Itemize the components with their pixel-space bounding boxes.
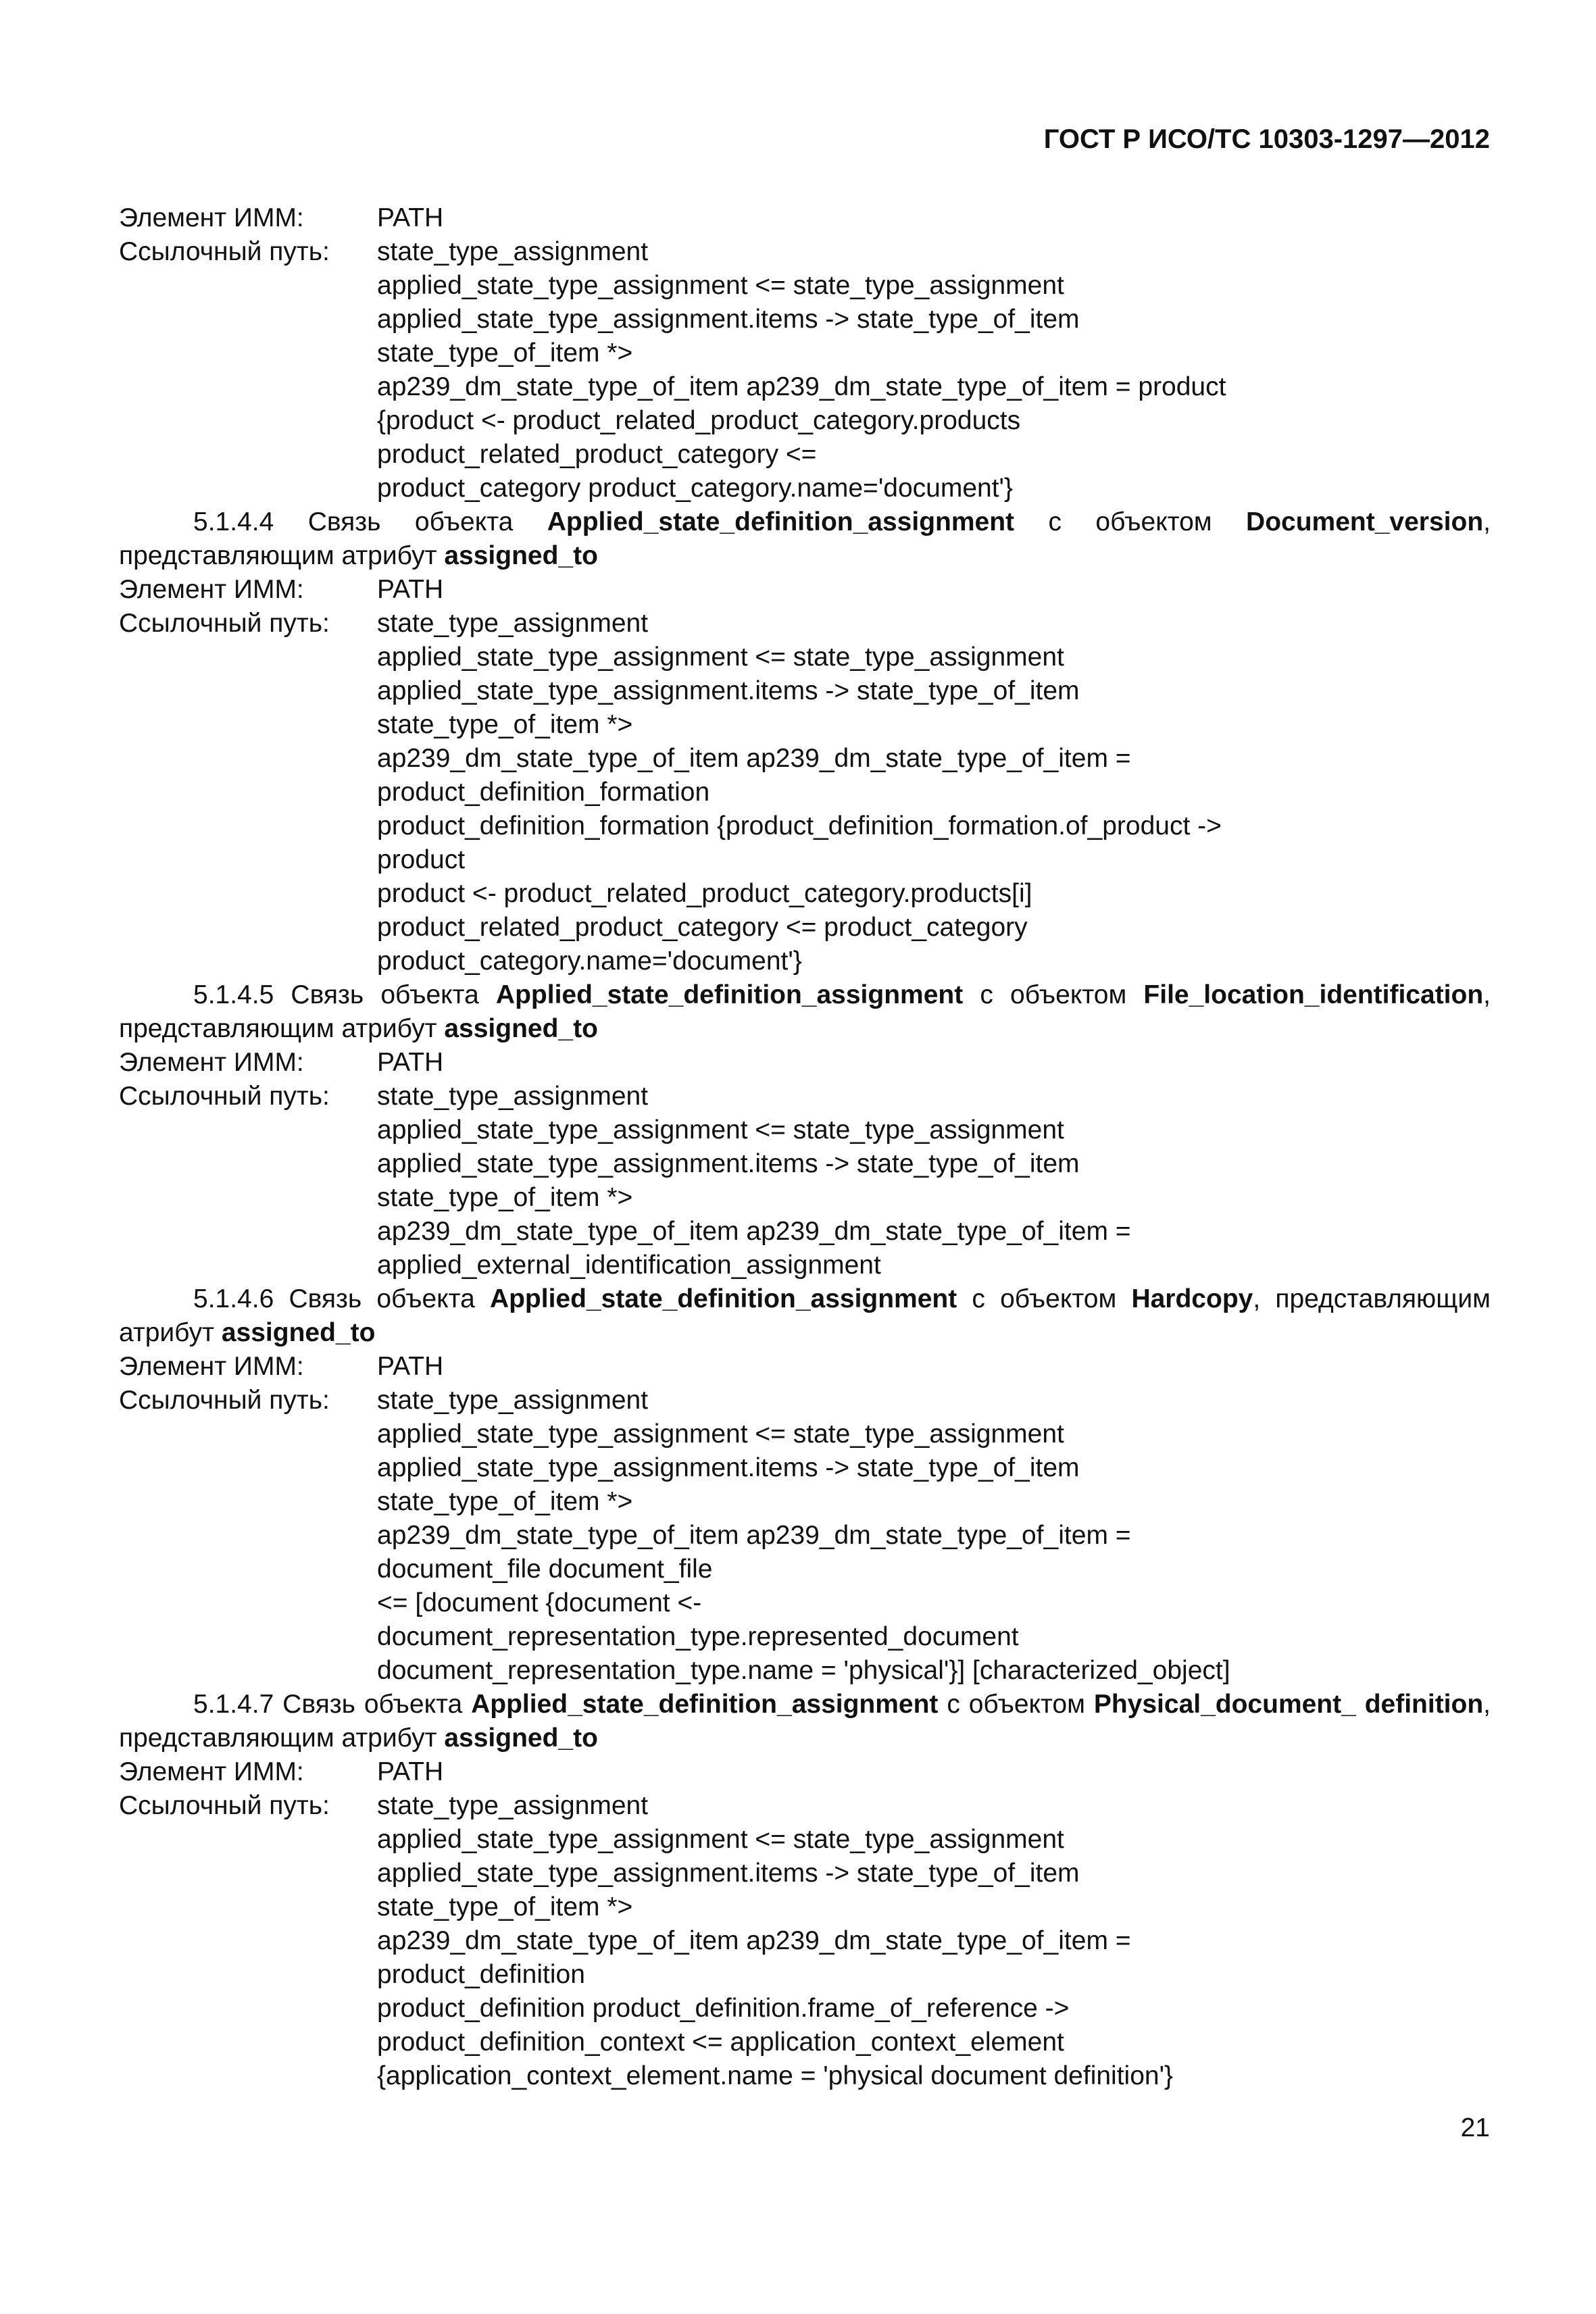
element-label: Элемент ИММ:: [119, 1352, 304, 1381]
path-line: applied_state_type_assignment.items -> state_type_of_item: [377, 676, 1080, 705]
entity-name: assigned_to: [444, 541, 598, 570]
entity-name: Applied_state_definition_assignment: [495, 980, 964, 1009]
path-line: state_type_assignment: [377, 609, 649, 638]
path-line: state_type_of_item *>: [377, 338, 633, 368]
entity-name: Applied_state_definition_assignment: [489, 1284, 957, 1313]
heading-text: с объектом: [938, 1690, 1094, 1719]
section-heading: [119, 1688, 1491, 1755]
entity-name: File_location_identification: [1143, 980, 1484, 1009]
path-line: state_type_of_item *>: [377, 1892, 633, 1921]
path-line: state_type_assignment: [377, 1791, 649, 1820]
path-line: state_type_of_item *>: [377, 710, 633, 739]
ref-path-row: [119, 1789, 1491, 1823]
entity-name: Applied_state_definition_assignment: [547, 507, 1015, 536]
entity-name: assigned_to: [221, 1318, 376, 1347]
element-value: PATH: [377, 1048, 444, 1077]
element-row: [119, 1046, 1491, 1080]
element-label: Элемент ИММ:: [119, 575, 304, 604]
path-line: product_category product_category.name='document'}: [377, 474, 1014, 503]
heading-text: Связь объекта: [274, 1690, 472, 1719]
path-line: applied_state_type_assignment <= state_type_assignment: [377, 1115, 1064, 1145]
ref-path-label: Ссылочный путь:: [119, 1386, 330, 1415]
heading-text: с объектом: [957, 1284, 1132, 1313]
path-line: applied_state_type_assignment.items -> state_type_of_item: [377, 1453, 1080, 1482]
heading-text: 5.1.4.5: [193, 980, 274, 1009]
path-line: applied_state_type_assignment <= state_type_assignment: [377, 1825, 1064, 1854]
path-line: applied_state_type_assignment <= state_type_assignment: [377, 643, 1064, 672]
path-line: ap239_dm_state_type_of_item ap239_dm_state_type_of_item =: [377, 1926, 1131, 1955]
entity-name: assigned_to: [444, 1724, 598, 1753]
heading-text: 5.1.4.6: [193, 1284, 274, 1313]
path-line: document_representation_type.represented_document: [377, 1622, 1019, 1651]
heading-text: Связь объекта: [274, 507, 547, 536]
path-line: product_related_product_category <=: [377, 440, 817, 469]
heading-text: Связь объекта: [274, 980, 496, 1009]
path-line: product_related_product_category <= product_category: [377, 913, 1028, 942]
path-line: product <- product_related_product_category.products[i]: [377, 879, 1032, 908]
heading-text: , представляющим атрибут: [119, 507, 1491, 570]
element-row: [119, 1350, 1491, 1384]
path-line: product: [377, 845, 466, 874]
entity-name: Document_version: [1246, 507, 1484, 536]
path-line: product_definition_formation: [377, 778, 710, 807]
element-value: PATH: [377, 1352, 444, 1381]
heading-text: , представляющим атрибут: [119, 980, 1491, 1043]
heading-text: , представляющим атрибут: [119, 1690, 1491, 1753]
ref-path-row: [119, 607, 1491, 640]
element-value: PATH: [377, 575, 444, 604]
document-body: [119, 201, 1491, 2093]
path-line: document_file document_file: [377, 1555, 713, 1584]
document-header: ГОСТ Р ИСО/ТС 10303-1297—2012: [1043, 124, 1490, 154]
heading-text: 5.1.4.4: [193, 507, 274, 536]
path-line: product_definition: [377, 1960, 585, 1989]
element-row: [119, 1755, 1491, 1789]
path-line: product_definition product_definition.frame_of_reference ->: [377, 1994, 1070, 2023]
entity-name: Physical_document_ definition: [1093, 1690, 1484, 1719]
element-value: PATH: [377, 203, 444, 232]
element-row: [119, 201, 1491, 235]
element-row: [119, 573, 1491, 607]
ref-path-row: [119, 1384, 1491, 1417]
path-line: ap239_dm_state_type_of_item ap239_dm_state_type_of_item = product: [377, 372, 1226, 401]
entity-name: assigned_to: [444, 1014, 598, 1043]
section-heading: [119, 505, 1491, 573]
path-line: state_type_assignment: [377, 237, 649, 266]
ref-path-row: [119, 235, 1491, 269]
element-label: Элемент ИММ:: [119, 1048, 304, 1077]
path-line: applied_state_type_assignment.items -> state_type_of_item: [377, 305, 1080, 334]
path-line: product_definition_formation {product_definition_formation.of_product ->: [377, 811, 1222, 840]
ref-path-row: [119, 1080, 1491, 1113]
heading-text: Связь объекта: [274, 1284, 490, 1313]
path-line: <= [document {document <-: [377, 1588, 702, 1617]
path-line: {application_context_element.name = 'physical document definition'}: [377, 2061, 1174, 2090]
path-line: product_definition_context <= application_context_element: [377, 2028, 1064, 2057]
path-line: state_type_assignment: [377, 1082, 649, 1111]
path-line: document_representation_type.name = 'physical'}] [characterized_object]: [377, 1656, 1230, 1685]
entity-name: Applied_state_definition_assignment: [471, 1690, 939, 1719]
heading-text: , представляющим атрибут: [119, 1284, 1491, 1347]
path-line: applied_state_type_assignment <= state_type_assignment: [377, 271, 1064, 300]
path-line: applied_state_type_assignment.items -> state_type_of_item: [377, 1859, 1080, 1888]
heading-text: 5.1.4.7: [193, 1690, 274, 1719]
path-line: {product <- product_related_product_category.products: [377, 406, 1021, 435]
page-number: 21: [1460, 2113, 1490, 2142]
heading-text: с объектом: [1014, 507, 1247, 536]
ref-path-label: Ссылочный путь:: [119, 237, 330, 266]
path-line: applied_state_type_assignment <= state_type_assignment: [377, 1419, 1064, 1449]
path-line: ap239_dm_state_type_of_item ap239_dm_state_type_of_item =: [377, 744, 1131, 773]
path-line: applied_external_identification_assignment: [377, 1251, 881, 1280]
path-line: state_type_of_item *>: [377, 1487, 633, 1516]
ref-path-label: Ссылочный путь:: [119, 1791, 330, 1820]
path-line: ap239_dm_state_type_of_item ap239_dm_state_type_of_item =: [377, 1217, 1131, 1246]
heading-text: с объектом: [963, 980, 1144, 1009]
section-heading: [119, 1282, 1491, 1350]
section-heading: [119, 978, 1491, 1046]
element-label: Элемент ИММ:: [119, 203, 304, 232]
path-line: ap239_dm_state_type_of_item ap239_dm_state_type_of_item =: [377, 1521, 1131, 1550]
ref-path-label: Ссылочный путь:: [119, 1082, 330, 1111]
element-label: Элемент ИММ:: [119, 1757, 304, 1786]
entity-name: Hardcopy: [1131, 1284, 1253, 1313]
element-value: PATH: [377, 1757, 444, 1786]
path-line: state_type_of_item *>: [377, 1183, 633, 1212]
ref-path-label: Ссылочный путь:: [119, 609, 330, 638]
path-line: applied_state_type_assignment.items -> state_type_of_item: [377, 1149, 1080, 1178]
path-line: state_type_assignment: [377, 1386, 649, 1415]
path-line: product_category.name='document'}: [377, 947, 802, 976]
